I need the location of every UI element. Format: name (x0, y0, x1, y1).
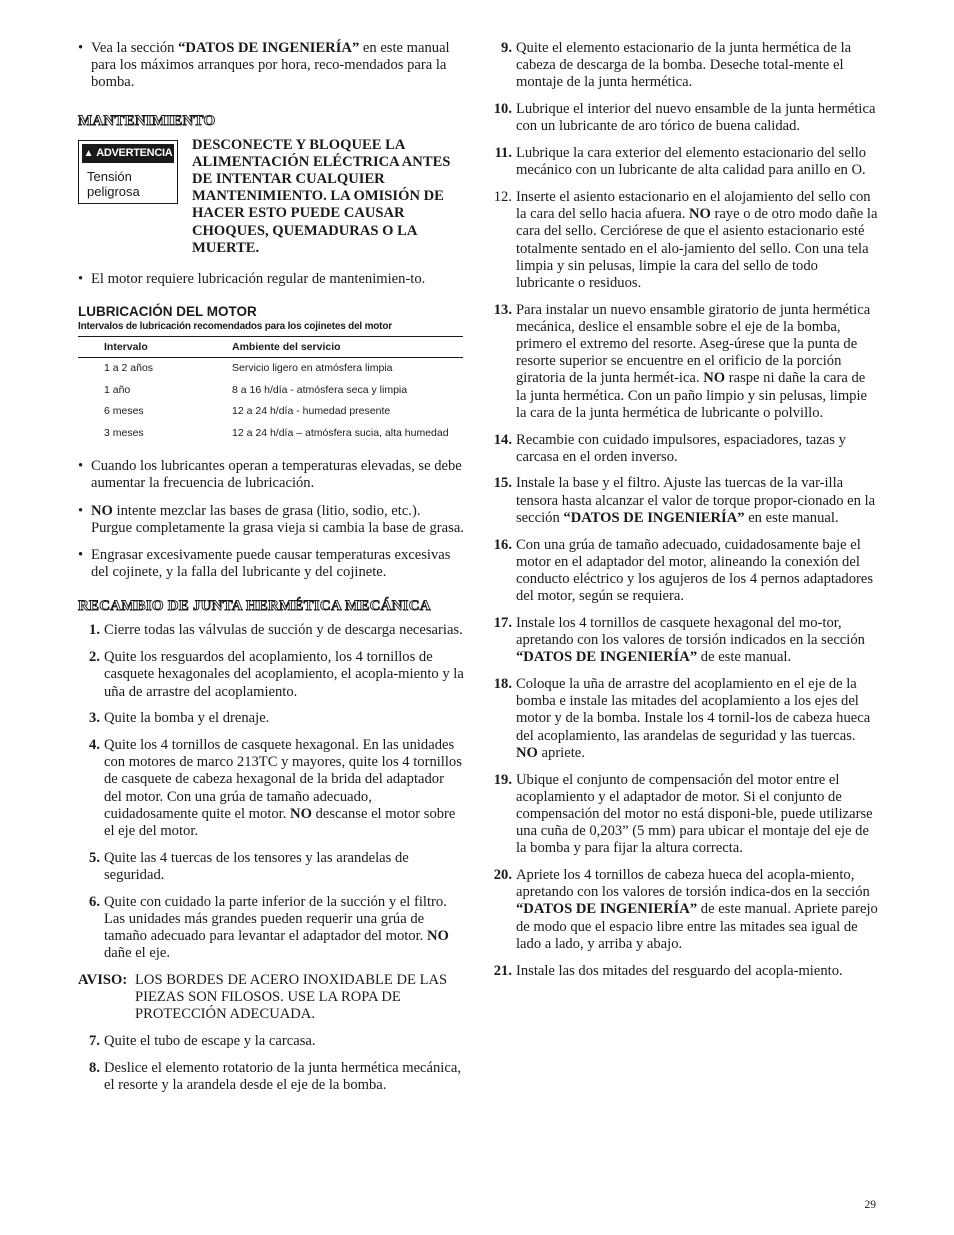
step-11: 11. Lubrique la cara exterior del elemento estacionario del sello mecánico con un lubricante de alta calidad para anillo en O. (494, 145, 867, 179)
warning-block (78, 137, 464, 257)
step-17: 17. Instale los 4 tornillos de casquete hexagonal del mo-tor, apretando con los valores de torsión indicados en la sección “DATOS DE INGENIERÍA” de este manual. (493, 614, 865, 666)
step-15: 15. Instale la base y el filtro. Ajuste las tuercas de la var-illa tensora hasta alcanzar el valor de torque propor-cionado en la sección “DATOS DE INGENIERÍA” en este manual. (493, 475, 876, 526)
step-12: 12. Inserte el asiento estacionario en el alojamiento del sello con la cara del sello hacia afuera. NO raye o de otro modo dañe la cara del sello. Cerciórese de que el asiento estacionario esté totalmente sentado en el alo-jamiento del sello. Con una tela limpia y sin pelusas, limpie la cara del sello de todo lubricante o residuos. (493, 188, 878, 291)
step-21: 21. Instale las dos mitades del resguardo del acopla-miento. (493, 962, 843, 979)
step-5: 5. Quite las 4 tuercas de los tensores y las arandelas de seguridad. (89, 849, 409, 883)
step-2: 2. Quite los resguardos del acoplamiento, los 4 tornillos de casquete hexagonales del acoplamiento, el acopla-miento y la uña de arrastre del acoplamiento. (89, 649, 464, 700)
lubricacion-title: LUBRICACIÓN DEL MOTOR (78, 304, 257, 320)
table-row: 3 meses 12 a 24 h/día – atmósfera sucia, alta humedad (104, 426, 449, 439)
lubrication-table (78, 336, 463, 444)
header-ambiente: Ambiente del servicio (231, 337, 463, 358)
step-18: 18. Coloque la uña de arrastre del acoplamiento en el eje de la bomba e instale las mitades del acoplamiento a los ejes del motor y de la bomba. Instale los 4 tornil-los de cabeza hueca del acoplamiento, las arandelas de seguridad y las tuercas. NO apriete. (493, 676, 871, 761)
warning-subtext: Tensión peligrosa (87, 168, 140, 199)
step-1: 1. Cierre todas las válvulas de succión y de descarga necesarias. (89, 622, 463, 639)
step-10: 10. Lubrique el interior del nuevo ensamble de la junta hermética con un lubricante de aro tórico de buena calidad. (493, 101, 876, 135)
recambio-heading: RECAMBIO DE JUNTA HERMÉTICA MECÁNICA (78, 598, 431, 615)
warning-triangle-icon: ▲ (83, 147, 94, 159)
step-3: 3. Quite la bomba y el drenaje. (89, 710, 270, 727)
step-16: 16. Con una grúa de tamaño adecuado, cuidadosamente baje el motor en el adaptador del motor, alineando la conexión del conducto eléctrico y los agujeros de los 4 pernos adaptadores del motor, según se requiera. (493, 536, 874, 605)
bullet-temperaturas: • Cuando los lubricantes operan a temperaturas elevadas, se debe aumentar la frecuencia de lubricación. (78, 458, 464, 492)
table-row: 1 año 8 a 16 h/día - atmósfera seca y limpia (104, 383, 408, 396)
warning-header: ▲ ADVERTENCIA (82, 144, 174, 163)
left-column (78, 40, 464, 1104)
step-7: 7. Quite el tubo de escape y la carcasa. (89, 1033, 316, 1050)
warning-text: DESCONECTE Y BLOQUEE LA ALIMENTACIÓN ELÉCTRICA ANTES DE INTENTAR CUALQUIER MANTENIMIENTO. LA OMISIÓN DE HACER ESTO PUEDE CAUSAR CHOQUES, QUEMADURAS O LA MUERTE. (192, 136, 451, 256)
step-8: 8. Deslice el elemento rotatorio de la junta hermética mecánica, el resorte y la arandela desde el eje de la bomba. (89, 1059, 461, 1093)
datos-ref: “DATOS DE INGENIERÍA” (178, 40, 360, 56)
page-number: 29 (864, 1199, 876, 1211)
step-6: 6. Quite con cuidado la parte inferior de la succión y el filtro. Las unidades más grandes pueden requerir una grúa de tamaño adecuado para levantar el adaptador del motor. NO dañe el eje. (89, 893, 449, 962)
mantenimiento-heading: MANTENIMIENTO (78, 112, 216, 129)
aviso-notice (78, 972, 464, 1024)
step-19: 19. Ubique el conjunto de compensación del motor entre el acoplamiento y el adaptador de motor. Si el conjunto de compensación del motor no está disponi-ble, puede utilizarse una cuña de 0,203” (5 mm) para ubicar el montaje del eje de la bomba y para fijar la altura correcta. (493, 771, 873, 857)
aviso-label: AVISO: (78, 971, 128, 988)
table-row: 6 meses 12 a 24 h/día - humedad presente (104, 405, 391, 418)
step-14: 14. Recambie con cuidado impulsores, espaciadores, tazas y carcasa en el orden inverso. (493, 431, 846, 465)
step-13: 13. Para instalar un nuevo ensamble giratorio de junta hermética mecánica, deslice el ensamble sobre el eje de la bomba, primero el extremo del resorte. Aseg-úrese que la punta de resorte superior se encuentre en el orificio de la porción giratoria de la junta hermét-ica. NO raspe ni dañe la cara de la junta hermética. Con un paño limpio y sin pelusas, limpie la cara de la junta hermética de lubricante o polvillo. (493, 301, 871, 421)
bullet-engrasar: • Engrasar excesivamente puede causar temperaturas excesivas del cojinete, y la falla del lubricante y del cojinete. (78, 547, 464, 581)
intro-bullet: • Vea la sección “DATOS DE INGENIERÍA” en este manual para los máximos arranques por hora, reco-mendados para la bomba. (78, 40, 464, 92)
step-4: 4. Quite los 4 tornillos de casquete hexagonal. En las unidades con motores de marco 213TC y mayores, quite los 4 tornillos de casquete de cabeza hexagonal de la brida del adaptador del motor. Con una grúa de tamaño adecuado, cuidadosamente quite el motor. NO descanse el motor sobre el eje del motor. (89, 736, 462, 839)
header-intervalo: Intervalo (78, 337, 231, 358)
motor-bullet: • El motor requiere lubricación regular de mantenimien-to. (78, 271, 464, 288)
step-20: 20. Apriete los 4 tornillos de cabeza hueca del acopla-miento, apretando con los valores de torsión indica-dos en la sección “DATOS DE INGENIERÍA” de este manual. Apriete parejo de modo que el espacio libre entre las mitades sea igual de lado a lado, y arriba y abajo. (493, 867, 878, 952)
right-column (490, 40, 878, 989)
table-row: 1 a 2 años Servicio ligero en atmósfera limpia (104, 362, 393, 375)
table-header-row (78, 337, 463, 358)
lubricacion-caption: Intervalos de lubricación recomendados para los cojinetes del motor (78, 321, 392, 333)
step-9: 9. Quite el elemento estacionario de la junta hermética de la cabeza de descarga de la bomba. Deseche total-mente el montaje de la junta hermética. (501, 40, 852, 91)
aviso-text: LOS BORDES DE ACERO INOXIDABLE DE LAS PIEZAS SON FILOSOS. USE LA ROPA DE PROTECCIÓN ADECUADA. (135, 971, 448, 1023)
warning-label-box (78, 140, 178, 204)
bullet-grasa: • NO intente mezclar las bases de grasa (litio, sodio, etc.). Purgue completamente la grasa vieja si cambia la base de grasa. (78, 503, 464, 537)
